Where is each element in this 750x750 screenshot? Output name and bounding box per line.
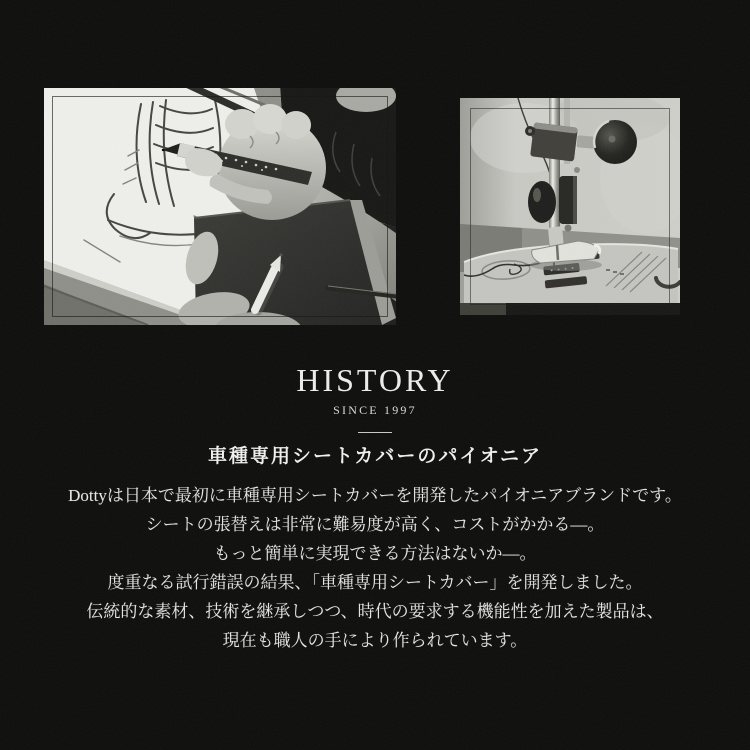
history-subtitle: SINCE 1997 bbox=[333, 403, 417, 417]
history-paragraph bbox=[0, 481, 750, 655]
paragraph-line-3: もっと簡単に実現できる方法はないか―。 bbox=[213, 544, 537, 563]
paragraph-line-4: 度重なる試行錯誤の結果、「車種専用シートカバー」を開発しました。 bbox=[107, 573, 643, 592]
photo-sewing-machine bbox=[460, 98, 680, 315]
history-title: HISTORY bbox=[296, 362, 454, 398]
history-header bbox=[0, 364, 750, 468]
paragraph-line-1: Dottyは日本で最初に車種専用シートカバーを開発したパイオニアブランドです。 bbox=[68, 486, 682, 505]
photo-hand-sketching bbox=[44, 88, 396, 325]
paragraph-line-2: シートの張替えは非常に難易度が高く、コストがかかる―。 bbox=[145, 515, 605, 534]
needle-bar bbox=[549, 98, 560, 248]
paragraph-line-6: 現在も職人の手により作られています。 bbox=[222, 631, 528, 650]
divider-line bbox=[358, 432, 392, 433]
sewing-machine-illustration bbox=[460, 98, 680, 315]
jp-heading: 車種専用シートカバーのパイオニア bbox=[207, 446, 543, 467]
hand-sketching-illustration bbox=[44, 88, 396, 325]
paragraph-line-5: 伝統的な素材、技術を継承しつつ、時代の要求する機能性を加えた製品は、 bbox=[86, 602, 664, 621]
